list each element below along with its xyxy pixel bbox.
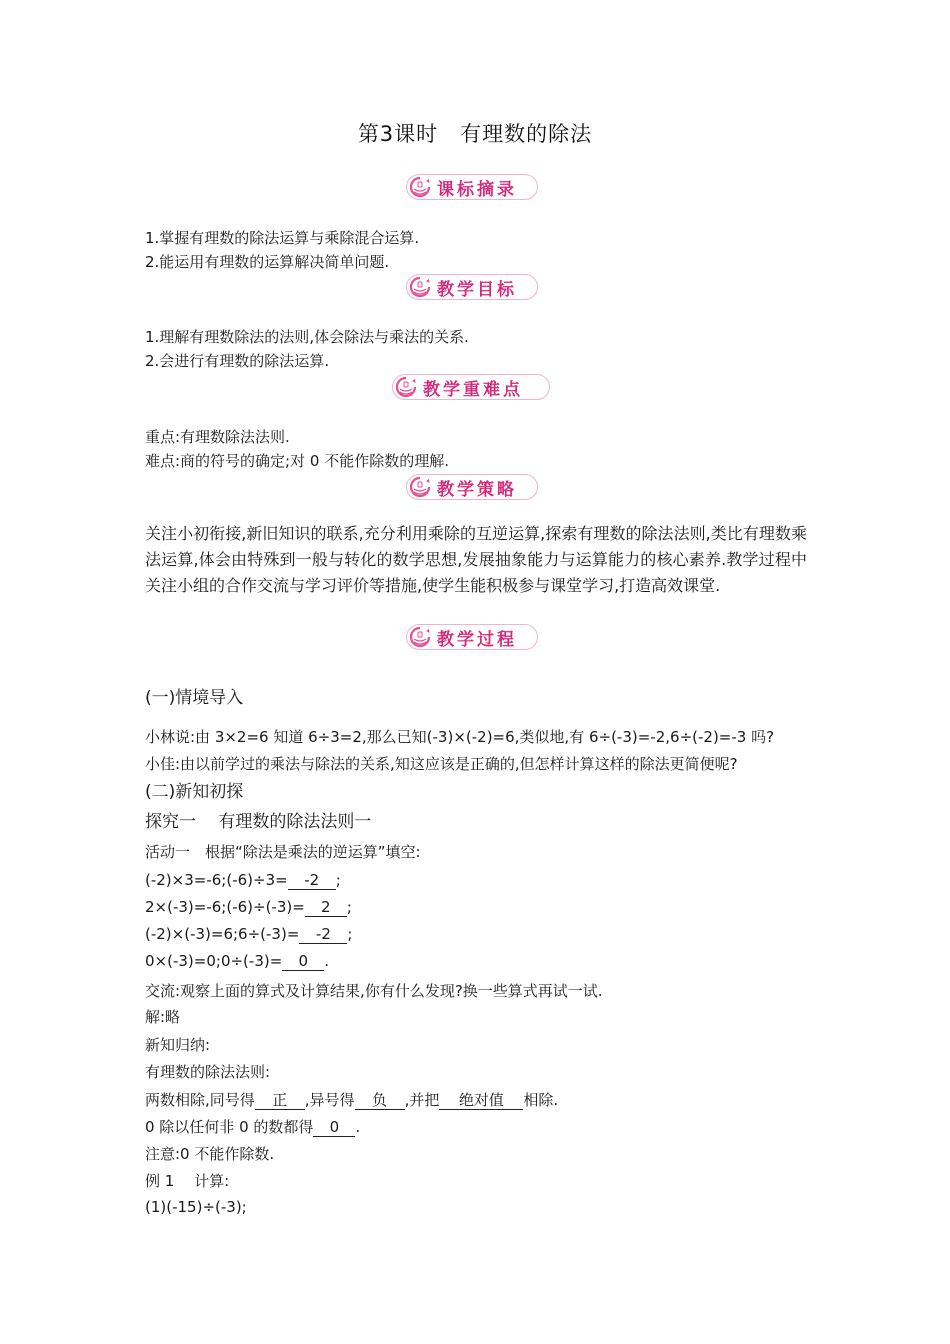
- equation-suffix: ;: [347, 925, 353, 943]
- objective-item: 1.理解有理数除法的法则,体会除法与乘法的关系.: [145, 328, 469, 346]
- rule-text: 相除.: [523, 1091, 559, 1109]
- badge-label: 教学过程: [437, 629, 517, 650]
- example-item: (1)(-15)÷(-3);: [145, 1198, 247, 1216]
- key-point-item: 重点:有理数除法法则.: [145, 428, 290, 446]
- equation-suffix: ;: [346, 898, 352, 916]
- example-label: 例 1 计算:: [145, 1172, 230, 1190]
- badge-label: 教学目标: [437, 279, 517, 300]
- answer-blank: -2: [288, 871, 336, 890]
- curriculum-item: 1.掌握有理数的除法运算与乘除混合运算.: [145, 229, 420, 247]
- rule-text: ,并把: [404, 1091, 440, 1109]
- explore-title: 探究一 有理数的除法法则一: [145, 812, 372, 832]
- answer-blank: 2: [305, 898, 347, 917]
- answer-blank: 绝对值: [439, 1091, 523, 1110]
- part2-heading: (二)新知初探: [145, 782, 244, 802]
- equation-line: [145, 951, 329, 971]
- objective-item: 2.会进行有理数的除法运算.: [145, 352, 330, 370]
- equation-text: 2×(-3)=-6;(-6)÷(-3)=: [145, 898, 305, 916]
- answer-blank: 0: [313, 1118, 355, 1137]
- rule-title: 有理数的除法法则:: [145, 1063, 271, 1081]
- section-badge-objectives: [406, 274, 538, 300]
- note-line: 注意:0 不能作除数.: [145, 1145, 275, 1163]
- equation-line: [145, 870, 341, 890]
- equation-text: (-2)×(-3)=6;6÷(-3)=: [145, 925, 300, 943]
- difficult-point-item: 难点:商的符号的确定;对 0 不能作除数的理解.: [145, 452, 449, 470]
- book-stack-icon: [409, 276, 431, 298]
- book-stack-icon: [409, 626, 431, 648]
- answer-blank: -2: [299, 925, 347, 944]
- section-badge-strategy: [406, 474, 538, 500]
- rule-text: 两数相除,同号得: [145, 1091, 255, 1109]
- book-stack-icon: [409, 476, 431, 498]
- solution-line: 解:略: [145, 1008, 181, 1026]
- dialogue-line: 小佳:由以前学过的乘法与除法的关系,知这应该是正确的,但怎样计算这样的除法更简便呢?: [145, 755, 738, 773]
- book-stack-icon: [395, 376, 417, 398]
- answer-blank: 负: [355, 1091, 405, 1110]
- rule-text: 0 除以任何非 0 的数都得: [145, 1118, 314, 1136]
- badge-label: 教学策略: [437, 479, 517, 500]
- part1-heading: (一)情境导入: [145, 688, 244, 708]
- division-rule: [145, 1090, 558, 1110]
- equation-suffix: ;: [335, 871, 341, 889]
- book-stack-icon: [409, 176, 431, 198]
- lesson-title: 第3课时 有理数的除法: [357, 122, 593, 146]
- summary-label: 新知归纳:: [145, 1036, 211, 1054]
- equation-text: (-2)×3=-6;(-6)÷3=: [145, 871, 288, 889]
- equation-text: 0×(-3)=0;0÷(-3)=: [145, 952, 283, 970]
- activity-line: 活动一 根据“除法是乘法的逆运算”填空:: [145, 843, 421, 861]
- answer-blank: 正: [255, 1091, 305, 1110]
- curriculum-item: 2.能运用有理数的运算解决简单问题.: [145, 253, 390, 271]
- rule-suffix: .: [355, 1118, 361, 1136]
- dialogue-line: 小林说:由 3×2=6 知道 6÷3=2,那么已知(-3)×(-2)=6,类似地,有 6÷(-3)=-2,6÷(-2)=-3 吗?: [145, 728, 775, 746]
- equation-line: [145, 924, 352, 944]
- equation-suffix: .: [324, 952, 330, 970]
- zero-rule: [145, 1117, 360, 1137]
- section-badge-key-points: [392, 374, 550, 400]
- section-badge-process: [406, 624, 538, 650]
- discussion-line: 交流:观察上面的算式及计算结果,你有什么发现?换一些算式再试一试.: [145, 982, 603, 1000]
- badge-label: 教学重难点: [423, 379, 523, 400]
- rule-text: ,异号得: [304, 1091, 355, 1109]
- strategy-paragraph: 关注小初衔接,新旧知识的联系,充分利用乘除的互逆运算,探索有理数的除法法则,类比有理数乘法运算,体会由特殊到一般与转化的数学思想,发展抽象能力与运算能力的核心素养.教学过程中关注小组的合作交流与学习评价等措施,使学生能积极参与课堂学习,打造高效课堂.: [145, 524, 807, 595]
- badge-label: 课标摘录: [437, 179, 517, 200]
- section-badge-curriculum: [406, 174, 538, 200]
- equation-line: [145, 897, 352, 917]
- answer-blank: 0: [282, 952, 324, 971]
